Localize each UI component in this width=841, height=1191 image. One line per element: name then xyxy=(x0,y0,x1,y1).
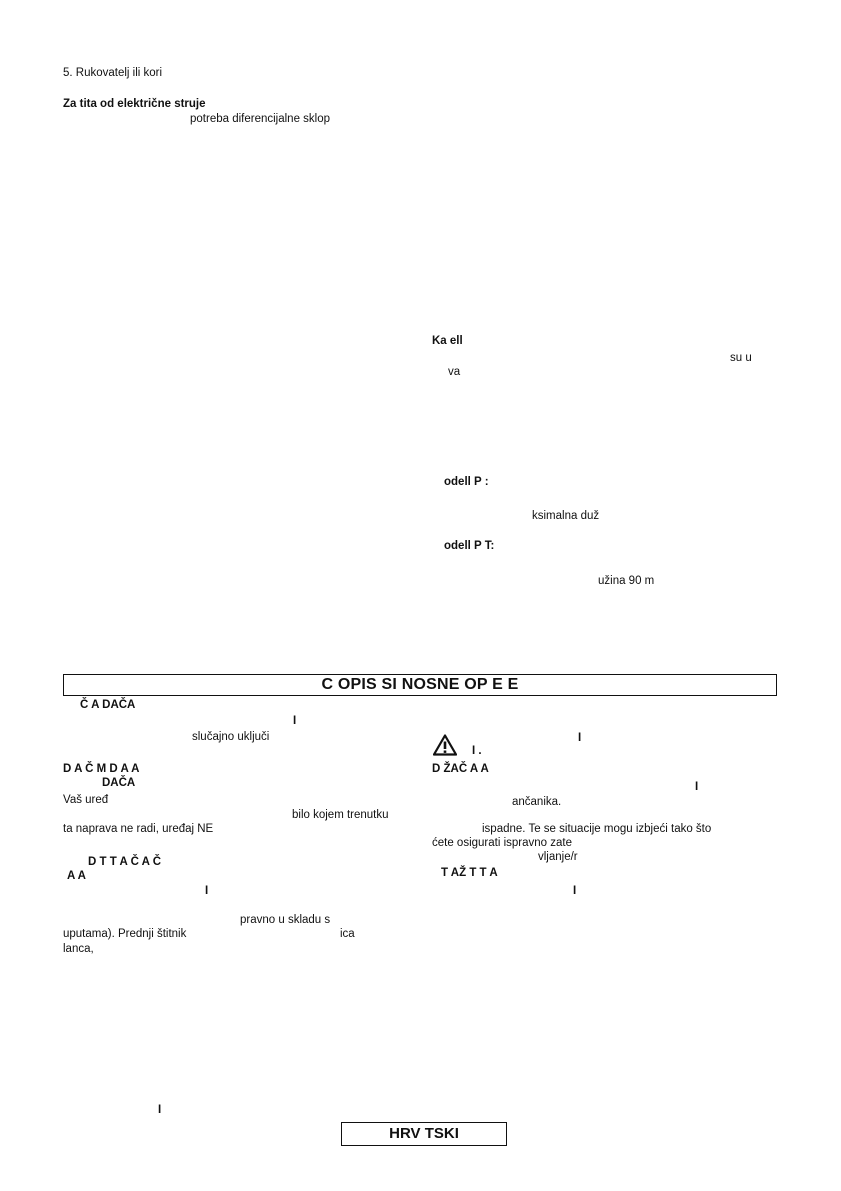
language-label-box xyxy=(341,1122,507,1146)
body-text-line: va xyxy=(448,366,461,378)
body-text-line: ksimalna duž xyxy=(532,510,600,522)
body-text-fragment: I xyxy=(158,1104,162,1116)
subheading: DAČA xyxy=(102,777,136,789)
subheading: A A xyxy=(67,870,86,882)
subheading: Č A DAČA xyxy=(80,699,136,711)
body-text-line: potreba diferencijalne sklop xyxy=(190,113,331,125)
body-text-line: lanca, xyxy=(63,943,94,955)
body-text-line: ica xyxy=(340,928,355,940)
body-text-line: uputama). Prednji štitnik xyxy=(63,928,187,940)
language-label: HRV TSKI xyxy=(389,1125,459,1142)
body-text-line: pravno u skladu s xyxy=(240,914,331,926)
body-text-line: ćete osigurati ispravno zate xyxy=(432,837,572,849)
body-text-line: slučajno uključi xyxy=(192,731,270,743)
section-header xyxy=(63,674,777,696)
subheading: T AŽ T T A xyxy=(441,867,498,879)
body-text-line: Vaš uređ xyxy=(63,794,109,806)
subheading-electric-protection: Za tita od električne struje xyxy=(63,98,206,110)
body-text-line: su u xyxy=(730,352,752,364)
subheading: D T T A Č A Č xyxy=(88,856,162,868)
body-text-fragment: I . xyxy=(472,745,482,757)
body-text-fragment: I xyxy=(205,885,209,897)
subheading: D ŽAČ A A xyxy=(432,763,489,775)
model-heading: odell P T: xyxy=(444,540,495,552)
subheading-cable: Ka ell xyxy=(432,335,463,347)
body-text-fragment: I xyxy=(293,715,297,727)
body-text-fragment: I xyxy=(695,781,699,793)
body-text-line: užina 90 m xyxy=(598,575,655,587)
body-text-line: vljanje/r xyxy=(538,851,578,863)
body-text-line: ančanika. xyxy=(512,796,562,808)
warning-triangle-icon xyxy=(433,734,457,756)
body-text-fragment: I xyxy=(573,885,577,897)
body-text-line: bilo kojem trenutku xyxy=(292,809,389,821)
section-title: C OPIS SI NOSNE OP E E xyxy=(321,676,519,693)
body-text-fragment: I xyxy=(578,732,582,744)
model-heading: odell P : xyxy=(444,476,489,488)
subheading: D A Č M D A A xyxy=(63,763,140,775)
body-text-line: 5. Rukovatelj ili kori xyxy=(63,67,163,79)
body-text-line: ta naprava ne radi, uređaj NE xyxy=(63,823,214,835)
body-text-line: ispadne. Te se situacije mogu izbjeći tako što xyxy=(482,823,712,835)
